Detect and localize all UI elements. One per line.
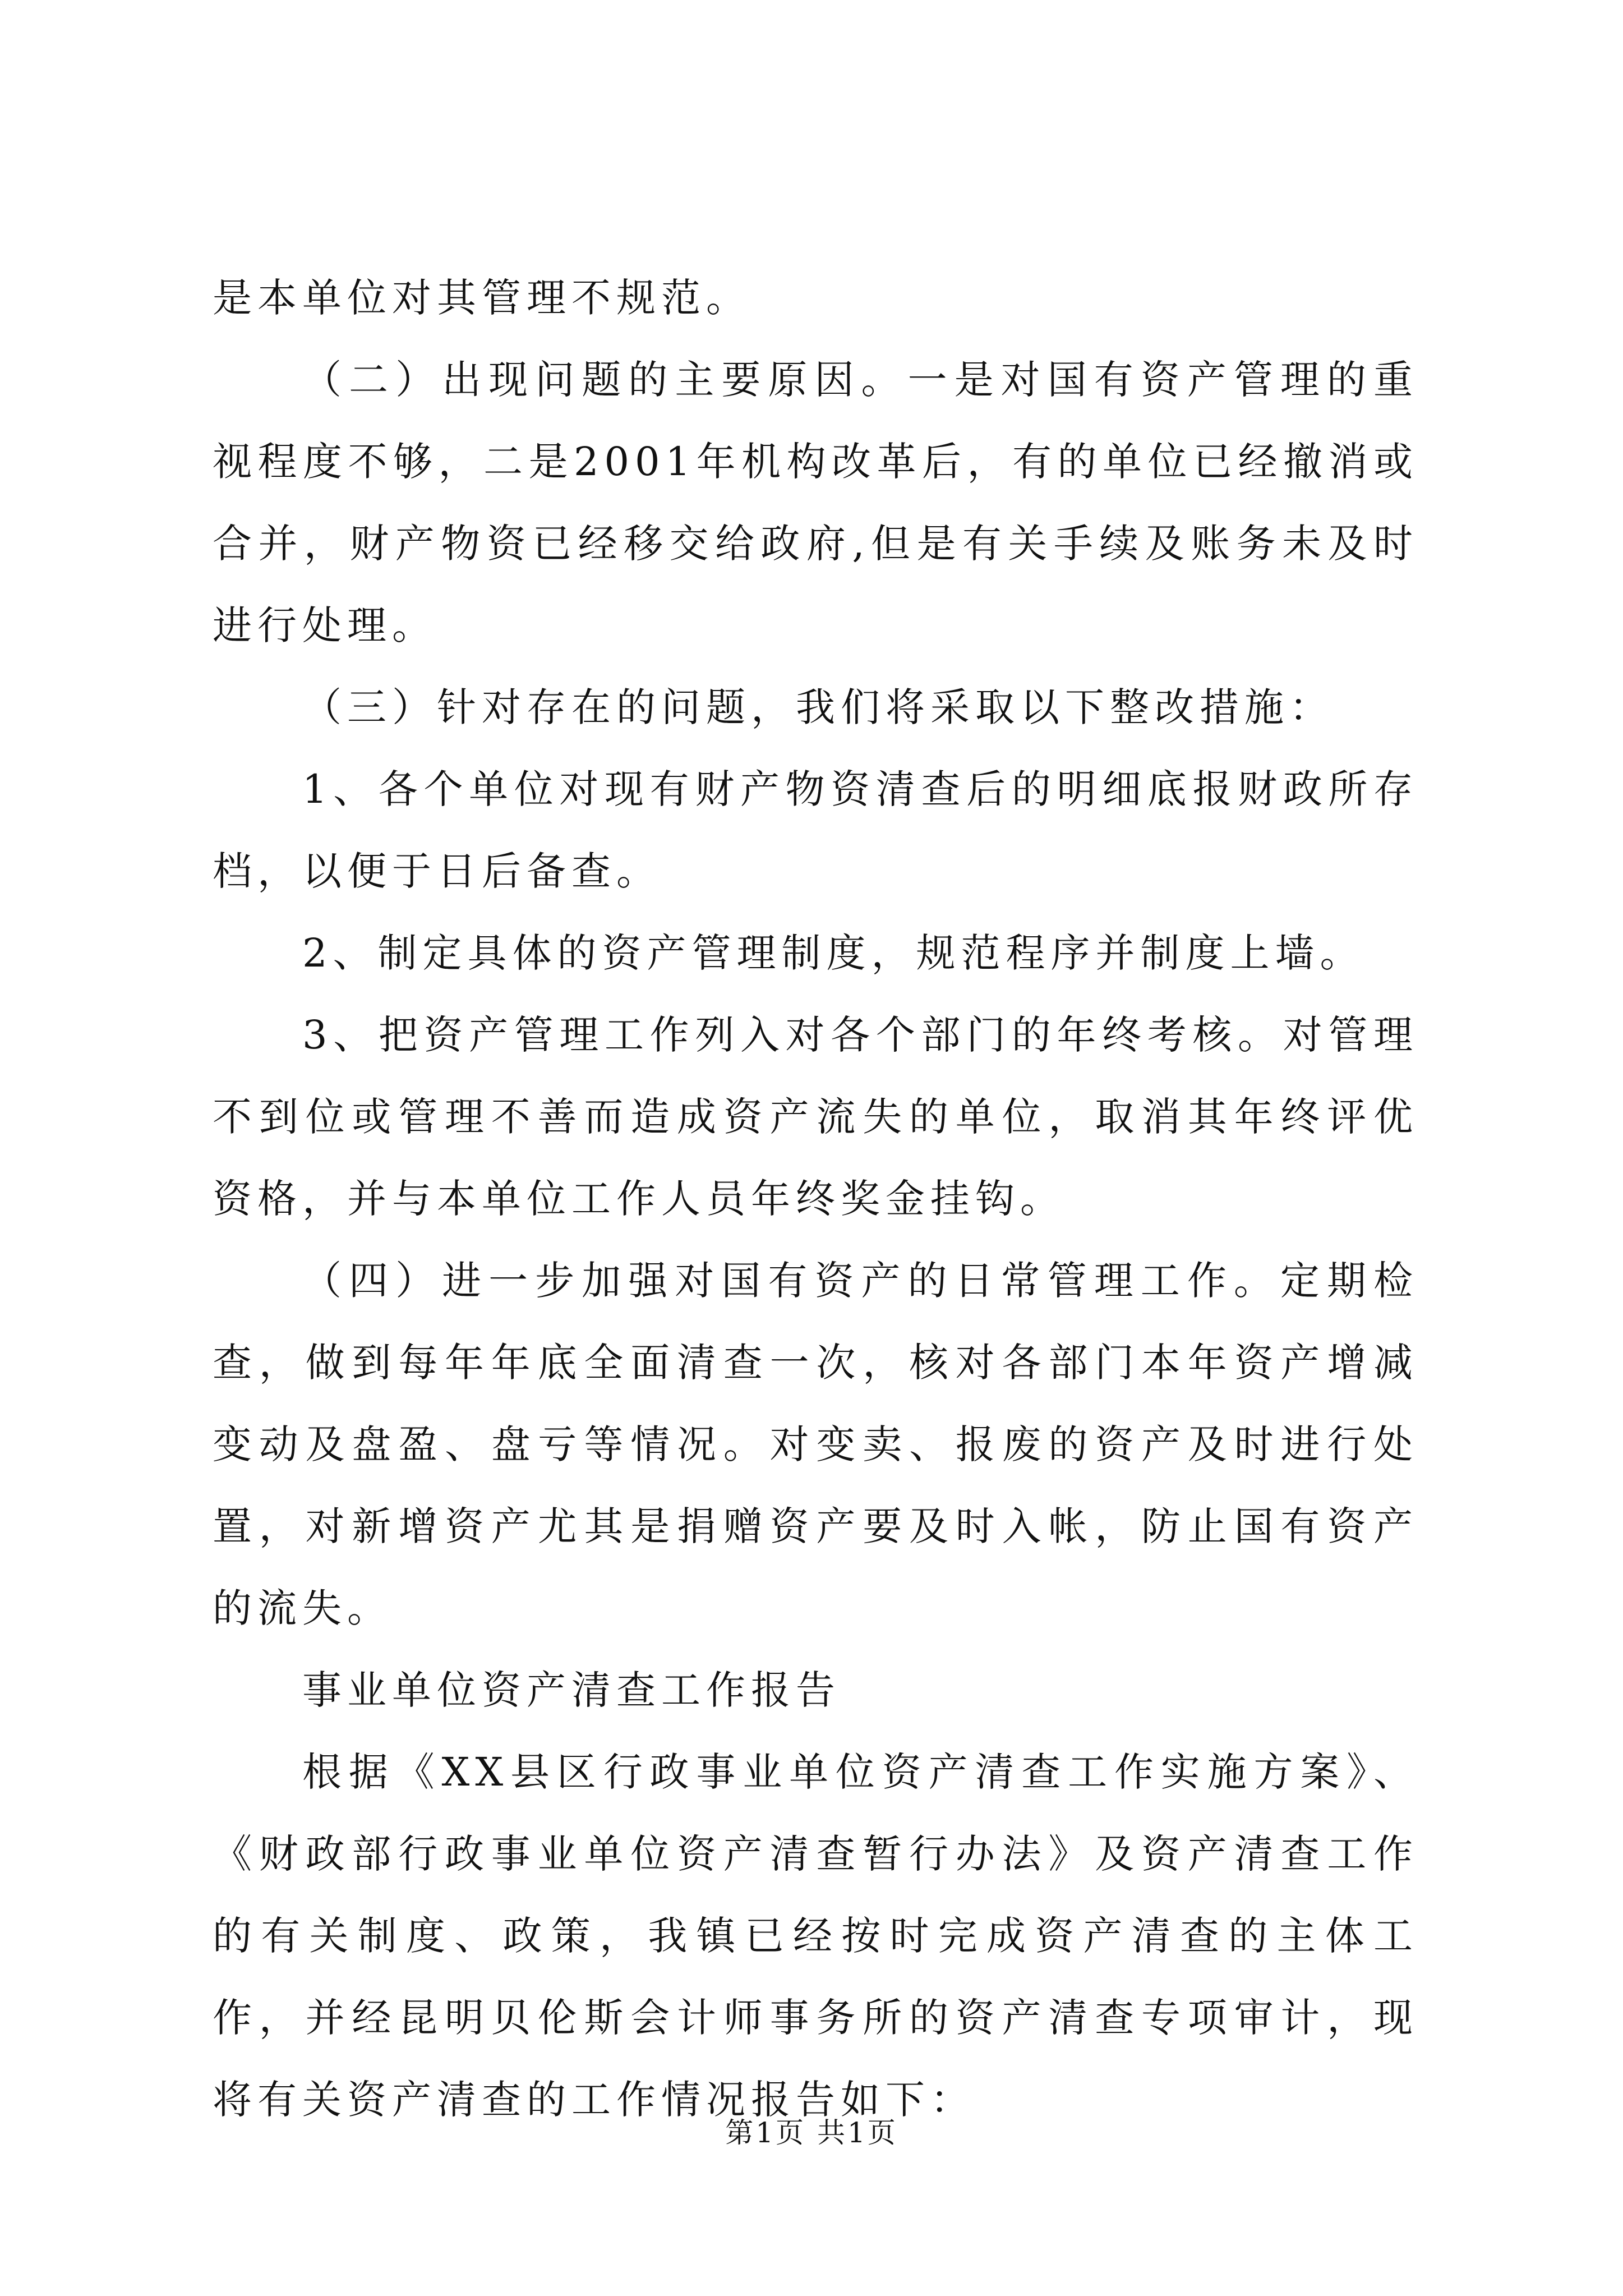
paragraph-main-causes: （二）出现问题的主要原因。一是对国有资产管理的重视程度不够，二是2001年机构改革后，有的单位已经撤消或合并，财产物资已经移交给政府,但是有关手续及账务未及时进行处理。	[213, 357, 1418, 648]
page-footer: 第1页 共1页	[725, 2116, 898, 2149]
report-title: 事业单位资产清查工作报告	[302, 1667, 841, 1713]
paragraph-rectification-measures: （三）针对存在的问题，我们将采取以下整改措施：	[302, 684, 1334, 730]
paragraph-report-intro: 根据《XX县区行政事业单位资产清查工作实施方案》、《财政部行政事业单位资产清查暂行办法》及资产清查工作的有关制度、政策，我镇已经按时完成资产清查的主体工作，并经昆明贝伦斯会计师事务所的资产清查专项审计，现将有关资产清查的工作情况报告如下：	[213, 1749, 1418, 2123]
paragraph-measure-3: 3、把资产管理工作列入对各个部门的年终考核。对管理不到位或管理不善而造成资产流失的单位，取消其年终评优资格，并与本单位工作人员年终奖金挂钩。	[213, 1012, 1418, 1222]
paragraph-continuation: 是本单位对其管理不规范。	[213, 275, 751, 321]
paragraph-measure-2: 2、制定具体的资产管理制度，规范程序并制度上墙。	[302, 930, 1365, 976]
paragraph-daily-management: （四）进一步加强对国有资产的日常管理工作。定期检查，做到每年年底全面清查一次，核对各部门本年资产增减变动及盘盈、盘亏等情况。对变卖、报废的资产及时进行处置，对新增资产尤其是捐赠资产要及时入帐，防止国有资产的流失。	[213, 1258, 1418, 1631]
paragraph-measure-1: 1、各个单位对现有财产物资清查后的明细底报财政所存档，以便于日后备查。	[213, 766, 1418, 894]
document-body	[213, 257, 1418, 2141]
